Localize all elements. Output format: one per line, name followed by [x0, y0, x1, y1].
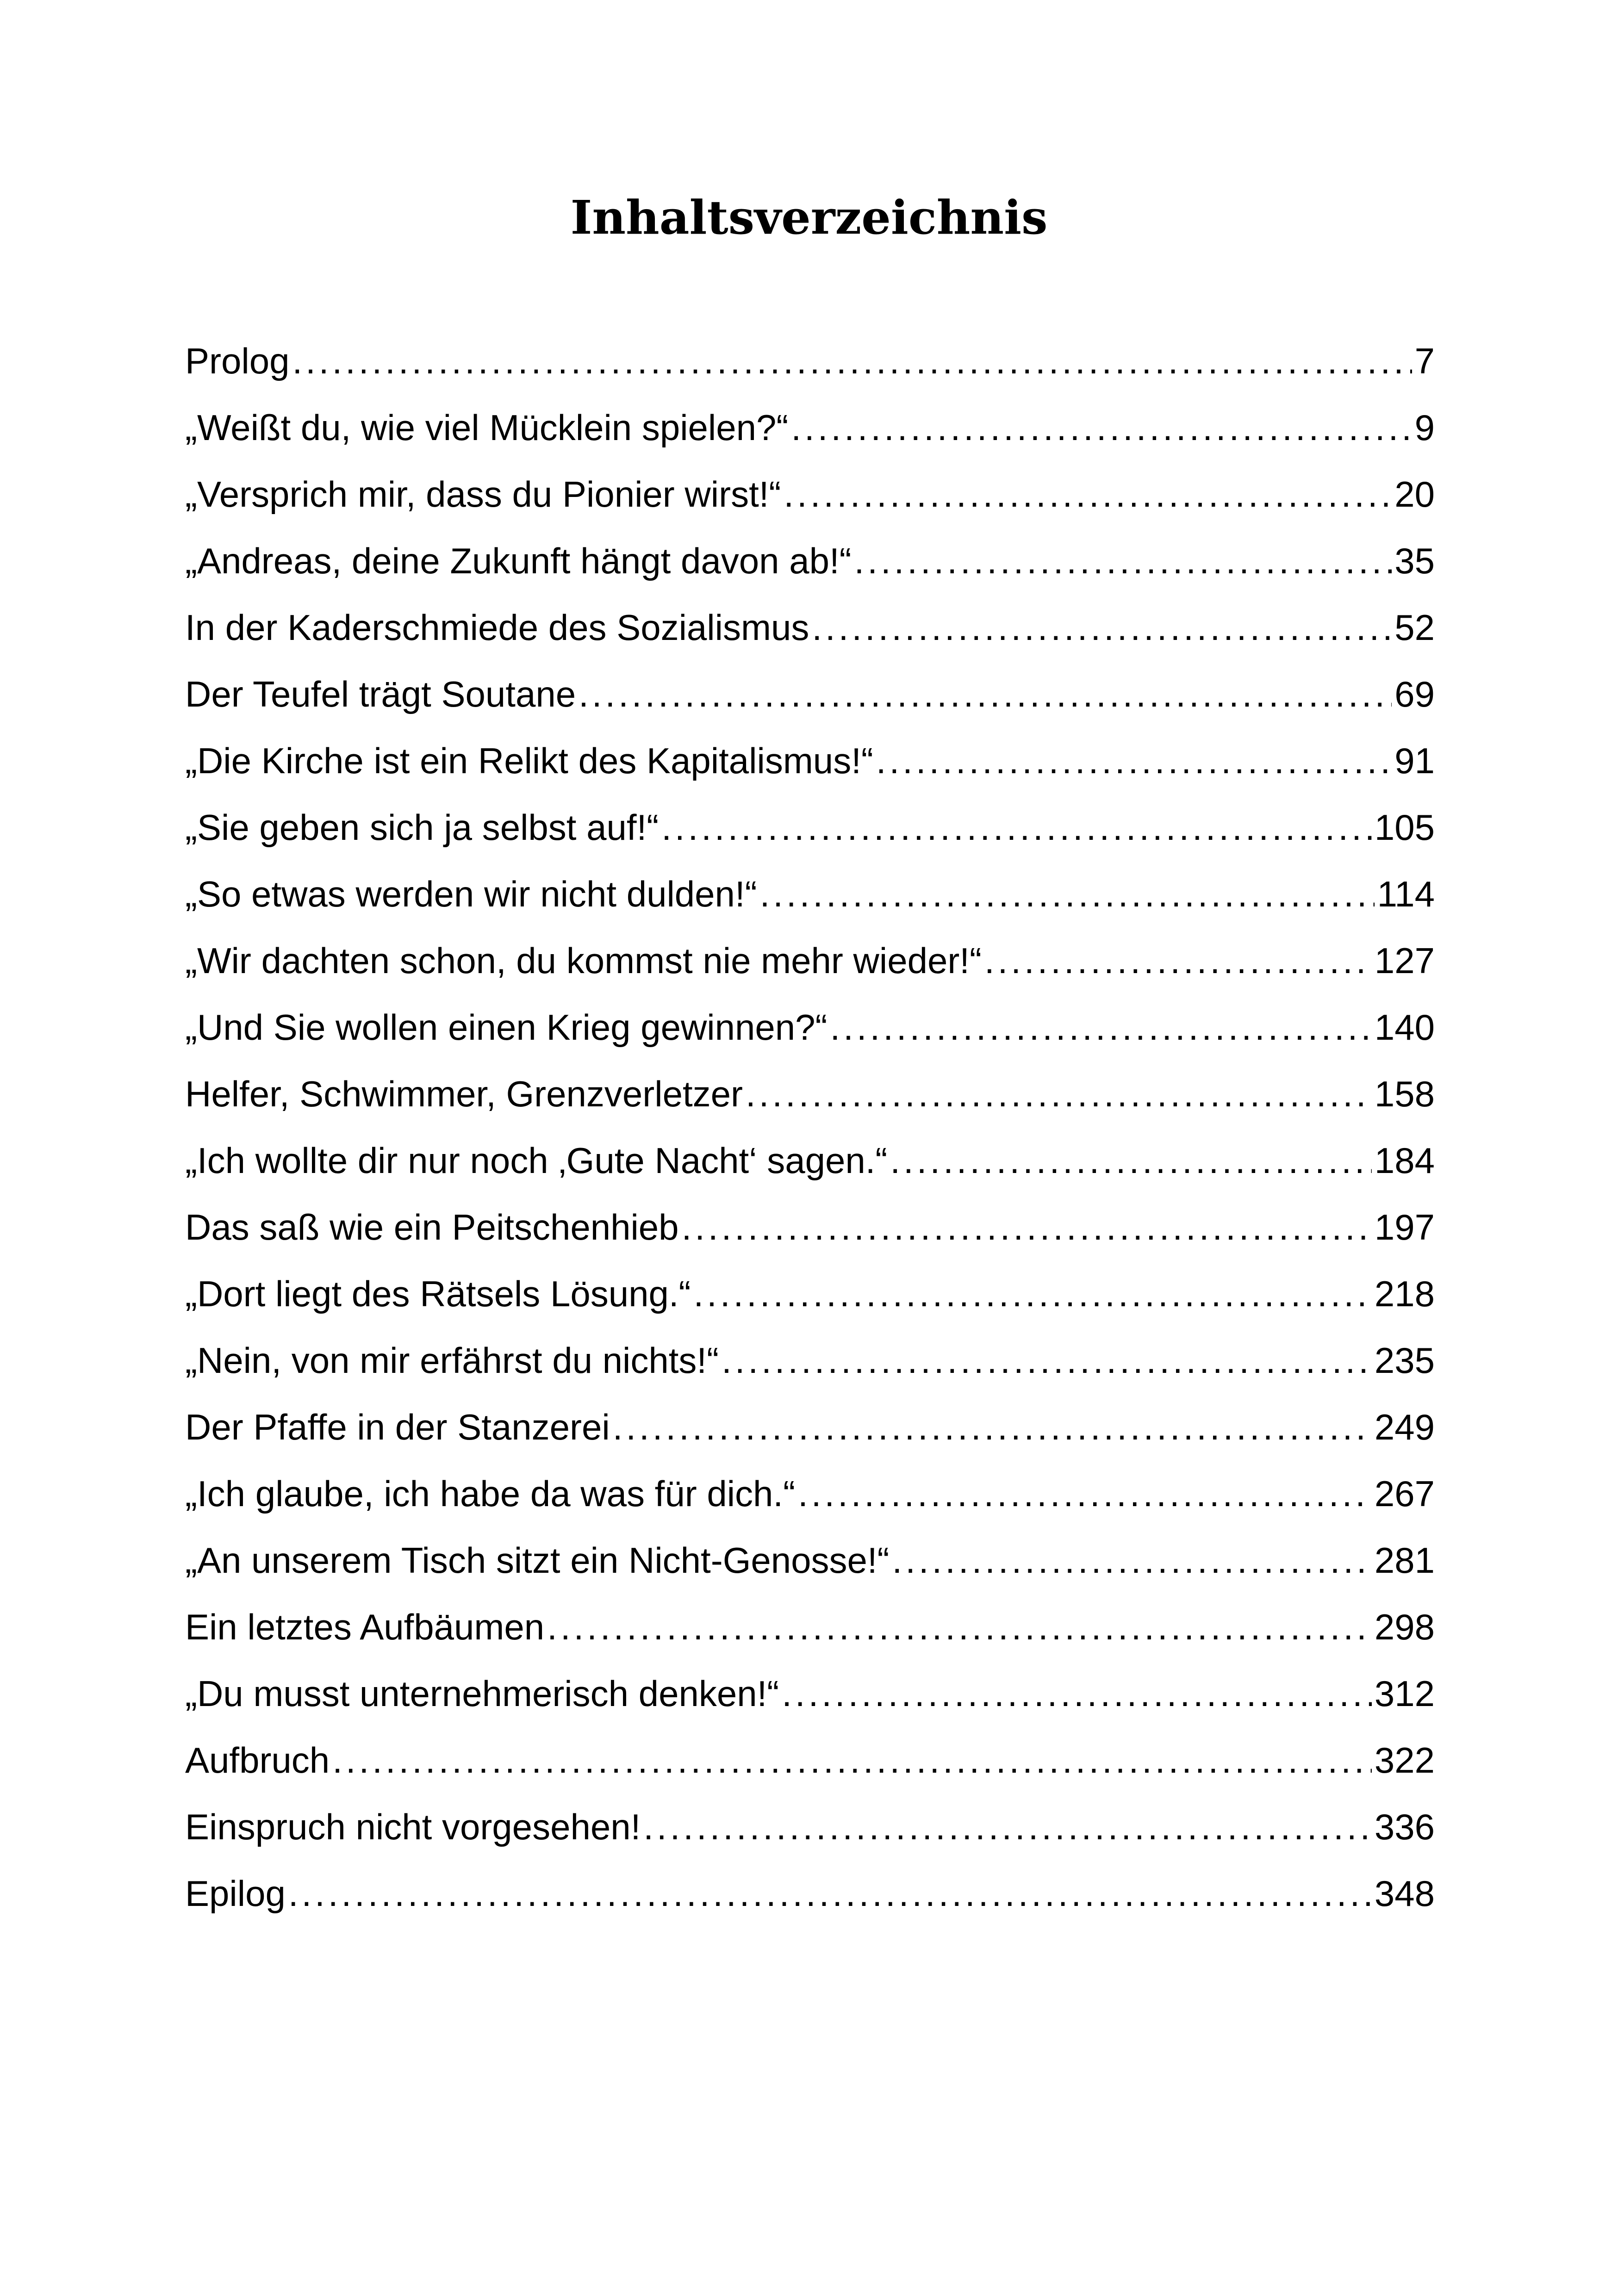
toc-entry-title: „Andreas, deine Zukunft hängt davon ab!“ — [185, 540, 852, 581]
toc-entry — [185, 794, 1435, 861]
toc-entry — [185, 1660, 1435, 1727]
toc-entry-title: Helfer, Schwimmer, Grenzverletzer — [185, 1074, 743, 1114]
toc-entry — [185, 1327, 1435, 1394]
page-title: Inhaltsverzeichnis — [570, 190, 1048, 245]
toc-entry-page-number: 267 — [1374, 1473, 1435, 1514]
toc-entry-page-number: 7 — [1414, 341, 1435, 381]
toc-entry — [185, 594, 1435, 661]
dot-leader — [613, 1394, 1372, 1460]
toc-entry — [185, 661, 1435, 727]
toc-entry — [185, 328, 1435, 394]
toc-entry-title: „Die Kirche ist ein Relikt des Kapitalismus!“ — [185, 740, 873, 781]
toc-entry-page-number: 140 — [1374, 1007, 1435, 1048]
toc-entry-title: Ein letztes Aufbäumen — [185, 1607, 545, 1647]
dot-leader — [830, 994, 1372, 1061]
toc-entry-title: „An unserem Tisch sitzt ein Nicht-Genosse!“ — [185, 1540, 890, 1581]
toc-entry — [185, 1194, 1435, 1260]
toc-entry-page-number: 218 — [1374, 1273, 1435, 1314]
toc-entry-page-number: 336 — [1374, 1806, 1435, 1847]
dot-leader — [984, 927, 1372, 994]
toc-entry-page-number: 35 — [1394, 540, 1435, 581]
toc-entry — [185, 1527, 1435, 1594]
dot-leader — [760, 861, 1375, 927]
toc-entry-title: In der Kaderschmiede des Sozialismus — [185, 607, 809, 648]
dot-leader — [798, 1460, 1372, 1527]
toc-entry-title: „Ich wollte dir nur noch ‚Gute Nacht‘ sagen.“ — [185, 1140, 888, 1181]
toc-entry-title: Der Pfaffe in der Stanzerei — [185, 1407, 610, 1447]
dot-leader — [332, 1727, 1372, 1793]
toc-entry-page-number: 127 — [1374, 940, 1435, 981]
toc-entry-page-number: 281 — [1374, 1540, 1435, 1581]
dot-leader — [292, 328, 1412, 394]
dot-leader — [746, 1061, 1372, 1127]
toc-entry-title: Prolog — [185, 341, 290, 381]
dot-leader — [782, 1660, 1372, 1727]
dot-leader — [784, 461, 1392, 527]
toc-entry — [185, 1394, 1435, 1460]
dot-leader — [643, 1793, 1372, 1860]
toc-entry — [185, 727, 1435, 794]
toc-entry-title: Aufbruch — [185, 1740, 330, 1781]
toc-entry-page-number: 298 — [1374, 1607, 1435, 1647]
toc-entry — [185, 394, 1435, 461]
toc-entry — [185, 994, 1435, 1061]
toc-entry — [185, 1594, 1435, 1660]
dot-leader — [892, 1527, 1372, 1594]
toc-entry-title: Das saß wie ein Peitschenhieb — [185, 1207, 679, 1247]
toc-entry-page-number: 312 — [1374, 1673, 1435, 1714]
toc-entry — [185, 927, 1435, 994]
toc-entry-title: „Weißt du, wie viel Mücklein spielen?“ — [185, 407, 789, 448]
dot-leader — [547, 1594, 1372, 1660]
toc-entry-page-number: 322 — [1374, 1740, 1435, 1781]
toc-entry-title: „Ich glaube, ich habe da was für dich.“ — [185, 1473, 796, 1514]
toc-entry-title: Epilog — [185, 1873, 286, 1914]
toc-entry-title: Der Teufel trägt Soutane — [185, 674, 576, 714]
dot-leader — [722, 1327, 1372, 1394]
toc-entry-page-number: 91 — [1394, 740, 1435, 781]
toc-entry-page-number: 249 — [1374, 1407, 1435, 1447]
toc-entry — [185, 1860, 1435, 1927]
toc-entry-title: „Wir dachten schon, du kommst nie mehr wieder!“ — [185, 940, 982, 981]
toc-entry-title: „Nein, von mir erfährst du nichts!“ — [185, 1340, 719, 1381]
dot-leader — [288, 1860, 1372, 1927]
toc-entry-page-number: 197 — [1374, 1207, 1435, 1247]
toc-entry — [185, 1127, 1435, 1194]
toc-entry-title: „Und Sie wollen einen Krieg gewinnen?“ — [185, 1007, 828, 1048]
toc-entry-page-number: 114 — [1377, 874, 1435, 914]
toc-entry-page-number: 52 — [1394, 607, 1435, 648]
toc-entry-page-number: 105 — [1374, 807, 1435, 848]
toc-entry-page-number: 158 — [1374, 1074, 1435, 1114]
toc-entry — [185, 1460, 1435, 1527]
dot-leader — [661, 794, 1372, 861]
toc-entry-page-number: 348 — [1374, 1873, 1435, 1914]
dot-leader — [876, 727, 1392, 794]
toc-entry — [185, 861, 1435, 927]
toc-entry-page-number: 9 — [1414, 407, 1435, 448]
toc-entry-title: „Du musst unternehmerisch denken!“ — [185, 1673, 779, 1714]
toc-entry — [185, 1793, 1435, 1860]
toc-entry-page-number: 235 — [1374, 1340, 1435, 1381]
toc-entry-title: „Versprich mir, dass du Pionier wirst!“ — [185, 474, 781, 515]
toc-entry-page-number: 69 — [1394, 674, 1435, 714]
toc-entry — [185, 1260, 1435, 1327]
dot-leader — [791, 394, 1412, 461]
toc-entry-page-number: 184 — [1374, 1140, 1435, 1181]
toc-entry — [185, 1727, 1435, 1793]
toc-entry-page-number: 20 — [1394, 474, 1435, 515]
toc-entry — [185, 527, 1435, 594]
dot-leader — [890, 1127, 1371, 1194]
toc-entry-title: „So etwas werden wir nicht dulden!“ — [185, 874, 757, 914]
dot-leader — [854, 527, 1392, 594]
dot-leader — [682, 1194, 1372, 1260]
toc-entry-title: „Sie geben sich ja selbst auf!“ — [185, 807, 659, 848]
dot-leader — [579, 661, 1392, 727]
toc-entry — [185, 461, 1435, 527]
table-of-contents — [185, 328, 1435, 1927]
dot-leader — [694, 1260, 1372, 1327]
dot-leader — [812, 594, 1392, 661]
toc-entry-title: „Dort liegt des Rätsels Lösung.“ — [185, 1273, 691, 1314]
toc-entry — [185, 1061, 1435, 1127]
toc-entry-title: Einspruch nicht vorgesehen! — [185, 1806, 641, 1847]
